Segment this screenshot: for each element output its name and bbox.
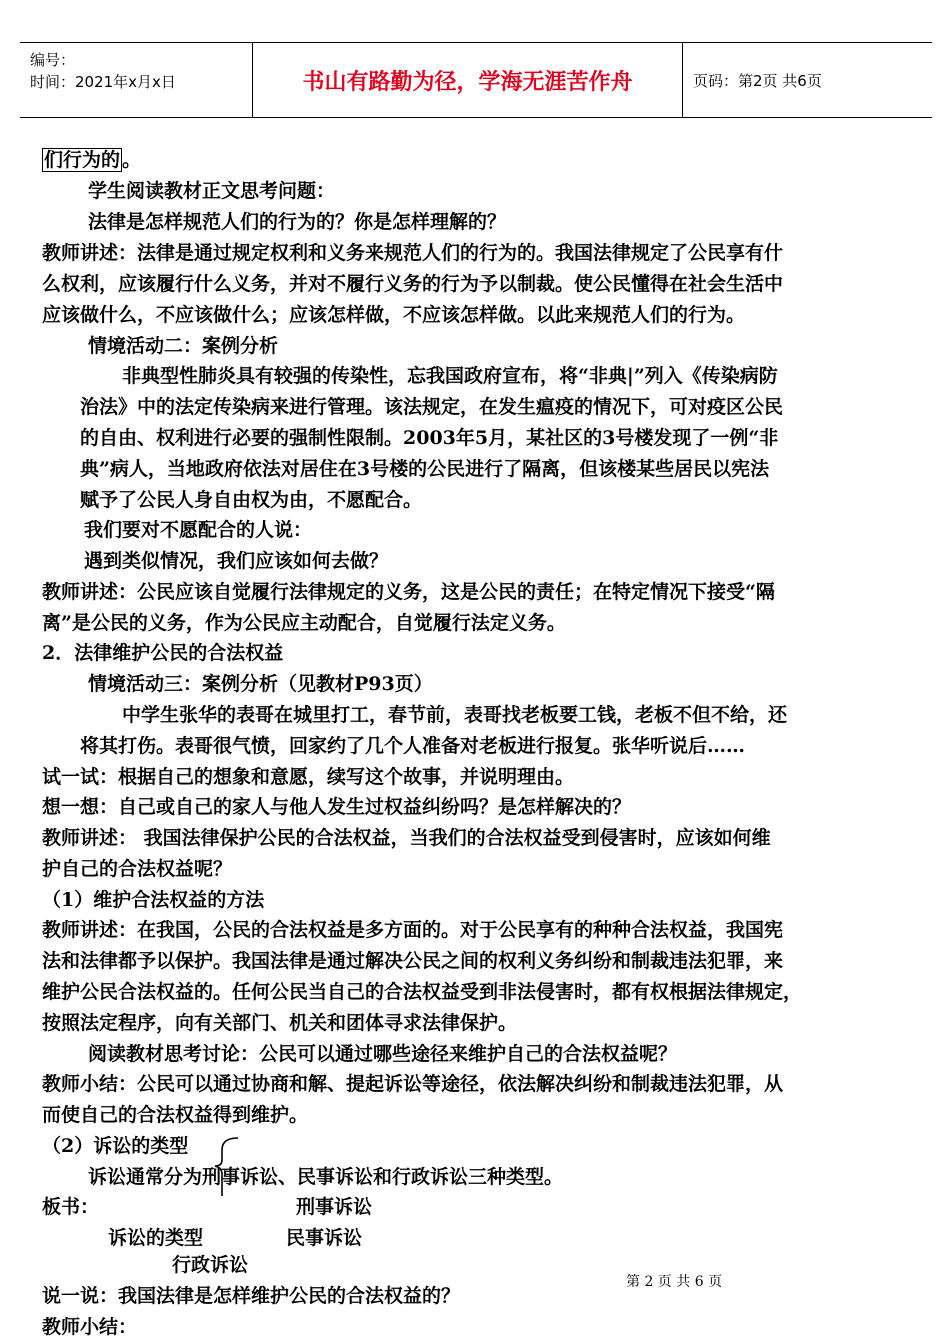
header-motto: 书山有路勤为径，学海无涯苦作舟 xyxy=(253,43,683,117)
text-line: 情境活动二：案例分析 xyxy=(88,335,279,357)
text-line: 法律是怎样规范人们的行为的？你是怎样理解的？ xyxy=(88,211,507,233)
text-line: 阅读教材思考讨论：公民可以通过哪些途径来维护自己的合法权益呢？ xyxy=(88,1043,678,1065)
text-line: 么权利，应该履行什么义务，并对不履行义务的行为予以制裁。使公民懂得在社会生活中 xyxy=(42,273,784,295)
text-line-tail: 。 xyxy=(122,149,142,171)
text-line: 维护公民合法权益的。任何公民当自己的合法权益受到非法侵害时，都有权根据法律规定， xyxy=(42,981,803,1003)
text-line: 赋予了公民人身自由权为由，不愿配合。 xyxy=(80,489,423,511)
boxed-text: 们行为的 xyxy=(44,149,121,171)
section-heading: （1）维护合法权益的方法 xyxy=(42,889,265,911)
section-heading: （2）诉讼的类型 xyxy=(42,1135,189,1157)
board-label: 板书： xyxy=(42,1196,100,1218)
brace-diagram xyxy=(212,1136,252,1198)
text-line: 中学生张华的表哥在城里打工，春节前，表哥找老板要工钱，老板不但不给，还 xyxy=(122,704,788,726)
board-item-criminal: 刑事诉讼 xyxy=(296,1196,373,1218)
text-line: 离”是公民的义务，作为公民应主动配合，自觉履行法定义务。 xyxy=(42,612,566,634)
text-line: 教师小结： xyxy=(42,1316,138,1338)
text-line: 教师讲述： 我国法律保护公民的合法权益，当我们的合法权益受到侵害时，应该如何维 xyxy=(42,827,771,849)
text-line: 的自由、权利进行必要的强制性限制。2003年5月，某社区的3号楼发现了一例“非 xyxy=(80,427,779,449)
text-line: 情境活动三：案例分析（见教材P93页） xyxy=(88,673,433,695)
text-line: 应该做什么，不应该做什么；应该怎样做，不应该怎样做。以此来规范人们的行为。 xyxy=(42,304,746,326)
board-item-civil: 民事诉讼 xyxy=(286,1227,363,1249)
header-left-cell xyxy=(20,43,253,117)
text-line: 试一试：根据自己的想象和意愿，续写这个故事，并说明理由。 xyxy=(42,766,575,788)
text-line: 非典型性肺炎具有较强的传染性，忘我国政府宣布，将“非典|”列入《传染病防 xyxy=(122,365,778,387)
document-time-label: 时间：2021年x月x日 xyxy=(30,73,176,91)
text-line: 治法》中的法定传染病来进行管理。该法规定，在发生瘟疫的情况下，可对疫区公民 xyxy=(80,396,784,418)
text-line: 说一说：我国法律是怎样维护公民的合法权益的？ xyxy=(42,1285,461,1307)
text-line: 我们要对不愿配合的人说： xyxy=(84,519,313,541)
text-line: 遇到类似情况，我们应该如何去做？ xyxy=(84,550,389,572)
text-line: 诉讼通常分为刑事诉讼、民事诉讼和行政诉讼三种类型。 xyxy=(88,1166,564,1188)
header-page-label: 页码：第2页 共6页 xyxy=(693,71,822,90)
text-line xyxy=(42,148,141,172)
text-line: 学生阅读教材正文思考问题： xyxy=(88,180,336,202)
board-item-administrative: 行政诉讼 xyxy=(172,1254,249,1276)
text-line: 按照法定程序，向有关部门、机关和团体寻求法律保护。 xyxy=(42,1012,518,1034)
board-root: 诉讼的类型 xyxy=(108,1227,204,1249)
document-number-label: 编号： xyxy=(30,51,76,69)
text-line: 法和法律都予以保护。我国法律是通过解决公民之间的权利义务纠纷和制裁违法犯罪，来 xyxy=(42,950,784,972)
page-footer: 第 2 页 共 6 页 xyxy=(626,1274,723,1290)
text-line: 而使自己的合法权益得到维护。 xyxy=(42,1104,309,1126)
page-header xyxy=(20,42,932,118)
text-line: 将其打伤。表哥很气愤，回家约了几个人准备对老板进行报复。张华听说后…… xyxy=(80,735,746,757)
text-line: 教师讲述：在我国，公民的合法权益是多方面的。对于公民享有的种种合法权益，我国宪 xyxy=(42,919,784,941)
text-line: 教师讲述：公民应该自觉履行法律规定的义务，这是公民的责任；在特定情况下接受“隔 xyxy=(42,581,775,603)
text-line: 教师小结：公民可以通过协商和解、提起诉讼等途径，依法解决纠纷和制裁违法犯罪，从 xyxy=(42,1073,784,1095)
text-line: 教师讲述：法律是通过规定权利和义务来规范人们的行为的。我国法律规定了公民享有什 xyxy=(42,242,784,264)
brace-shape xyxy=(215,1138,238,1196)
text-line: 想一想：自己或自己的家人与他人发生过权益纠纷吗？是怎样解决的？ xyxy=(42,796,632,818)
section-heading: 2．法律维护公民的合法权益 xyxy=(42,642,284,664)
text-line: 护自己的合法权益呢？ xyxy=(42,858,233,880)
text-line: 典”病人，当地政府依法对居住在3号楼的公民进行了隔离，但该楼某些居民以宪法 xyxy=(80,458,770,480)
